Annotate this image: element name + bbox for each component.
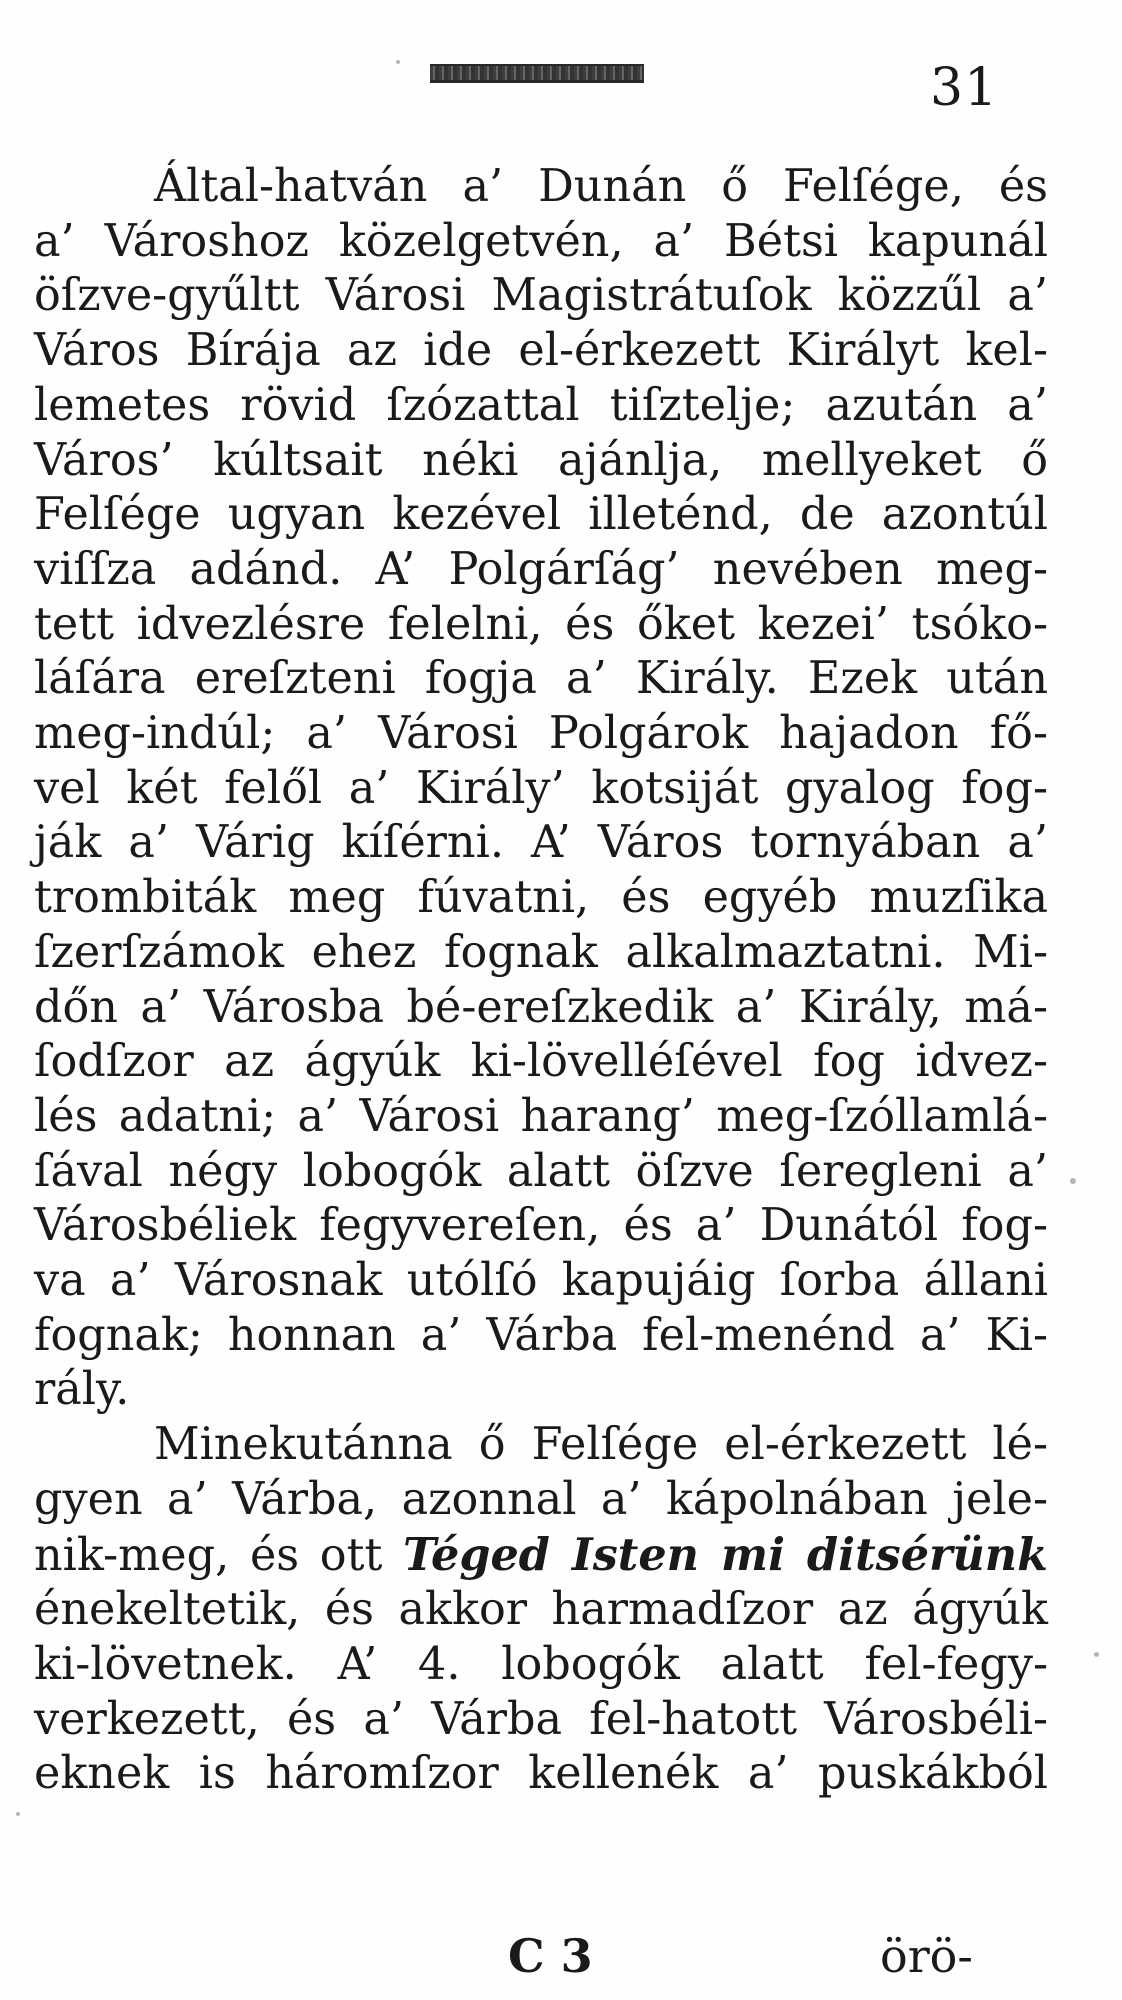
text-line [34,652,1048,707]
text-line [34,926,1048,981]
page-number: 31 [930,58,999,118]
text-line-content: vel két felől a’ Király’ kotsiját gyalog fog- [34,762,1048,814]
page-footer [0,1928,1122,1988]
text-line [34,1199,1048,1254]
text-line [34,1309,1048,1364]
text-line [34,434,1048,489]
text-line [34,871,1048,926]
print-speck [1070,1178,1076,1184]
text-line [34,1747,1048,1802]
text-line-content: énekeltetik, és akkor harmadſzor az ágyúk [34,1584,1048,1636]
catchword: örö- [880,1929,973,1983]
text-line-content: ſával négy lobogók alatt öſzve ſeregleni a’ [34,1145,1048,1197]
text-line-content: rály. [34,1364,130,1416]
text-line [34,379,1048,434]
text-line-content: eknek is háromſzor kellenék a’ puskákból [34,1748,1048,1800]
text-line-content: viſſza adánd. A’ Polgárſág’ nevében meg- [34,543,1048,595]
text-line-content: láſára ereſzteni fogja a’ Király. Ezek után [34,653,1048,705]
text-line-content: lemetes rövid ſzózattal tiſztelje; azután a’ [34,379,1048,431]
text-line-content: verkezett, és a’ Várba fel-hatott Városbéli- [34,1693,1048,1745]
text-line [34,1418,1048,1473]
text-line-content: Által-hatván a’ Dunán ő Felſége, és [154,161,1048,212]
signature-mark: C 3 [508,1929,593,1983]
text-line [34,1254,1048,1309]
text-line-content: Város’ kúltsait néki ajánlja, mellyeket ő [34,434,1048,486]
text-line-content: ſzerſzámok ehez fognak alkalmaztatni. Mi- [34,926,1048,978]
text-line-content: dőn a’ Városba bé-ereſzkedik a’ Király, má- [34,981,1048,1033]
text-line-content: trombiták meg fúvatni, és egyéb muzſika [34,872,1048,924]
text-line [34,1035,1048,1090]
text-line [34,816,1048,871]
text-line-content: gyen a’ Várba, azonnal a’ kápolnában jele- [34,1473,1048,1525]
text-line [34,762,1048,817]
text-line-content: ſodſzor az ágyúk ki-lövelléſével fog idvez- [34,1036,1048,1088]
text-line-content: Felſége ugyan kezével illeténd, de azontúl [34,489,1048,541]
text-line-content: Város Bírája az ide el-érkezett Királyt kel- [34,325,1048,377]
text-line-content: Városbéliek fegyvereſen, és a’ Dunától fog- [34,1200,1048,1252]
body-text [34,160,1048,1802]
text-line [34,1638,1048,1693]
text-line [34,543,1048,598]
text-line-content: ják a’ Várig kíſérni. A’ Város tornyában a’ [34,817,1048,869]
print-speck [1094,1652,1099,1657]
text-line [34,1583,1048,1638]
text-line [34,1693,1048,1748]
text-line-content: öſzve-gyűltt Városi Magistrátuſok közzűl a’ [34,270,1048,322]
text-line [34,1363,1048,1418]
text-line [34,269,1048,324]
text-line-content: ki-lövetnek. A’ 4. lobogók alatt fel-fegy- [34,1638,1048,1690]
print-speck [396,60,400,64]
text-line-content: meg-indúl; a’ Városi Polgárok hajadon fő- [34,708,1048,760]
text-line [34,215,1048,270]
text-line-content: Minekutánna ő Felſége el-érkezett lé- [154,1419,1048,1471]
text-line-content: va a’ Városnak utólſó kapujáig ſorba állani [34,1255,1048,1307]
text-line-content: nik-meg, és ott [34,1529,383,1581]
text-line-content: lés adatni; a’ Városi harang’ meg-ſzóllamlá- [34,1090,1048,1142]
text-line [34,1528,1048,1584]
text-line-content: a’ Városhoz közelgetvén, a’ Bétsi kapunál [34,215,1048,267]
text-line [34,1473,1048,1528]
text-line [34,1090,1048,1145]
print-speck [16,1812,20,1816]
text-line [34,324,1048,379]
italic-hymn-title: Téged Isten mi ditsérünk [403,1528,1048,1581]
text-line [34,981,1048,1036]
text-line [34,598,1048,653]
text-line-content: fognak; honnan a’ Várba fel-menénd a’ Ki- [34,1309,1048,1361]
text-line [34,160,1048,215]
text-line-content: tett idvezlésre felelni, és őket kezei’ tsóko- [34,598,1048,650]
text-line [34,1145,1048,1200]
text-line [34,488,1048,543]
text-line [34,707,1048,762]
header-ornament [430,64,644,83]
